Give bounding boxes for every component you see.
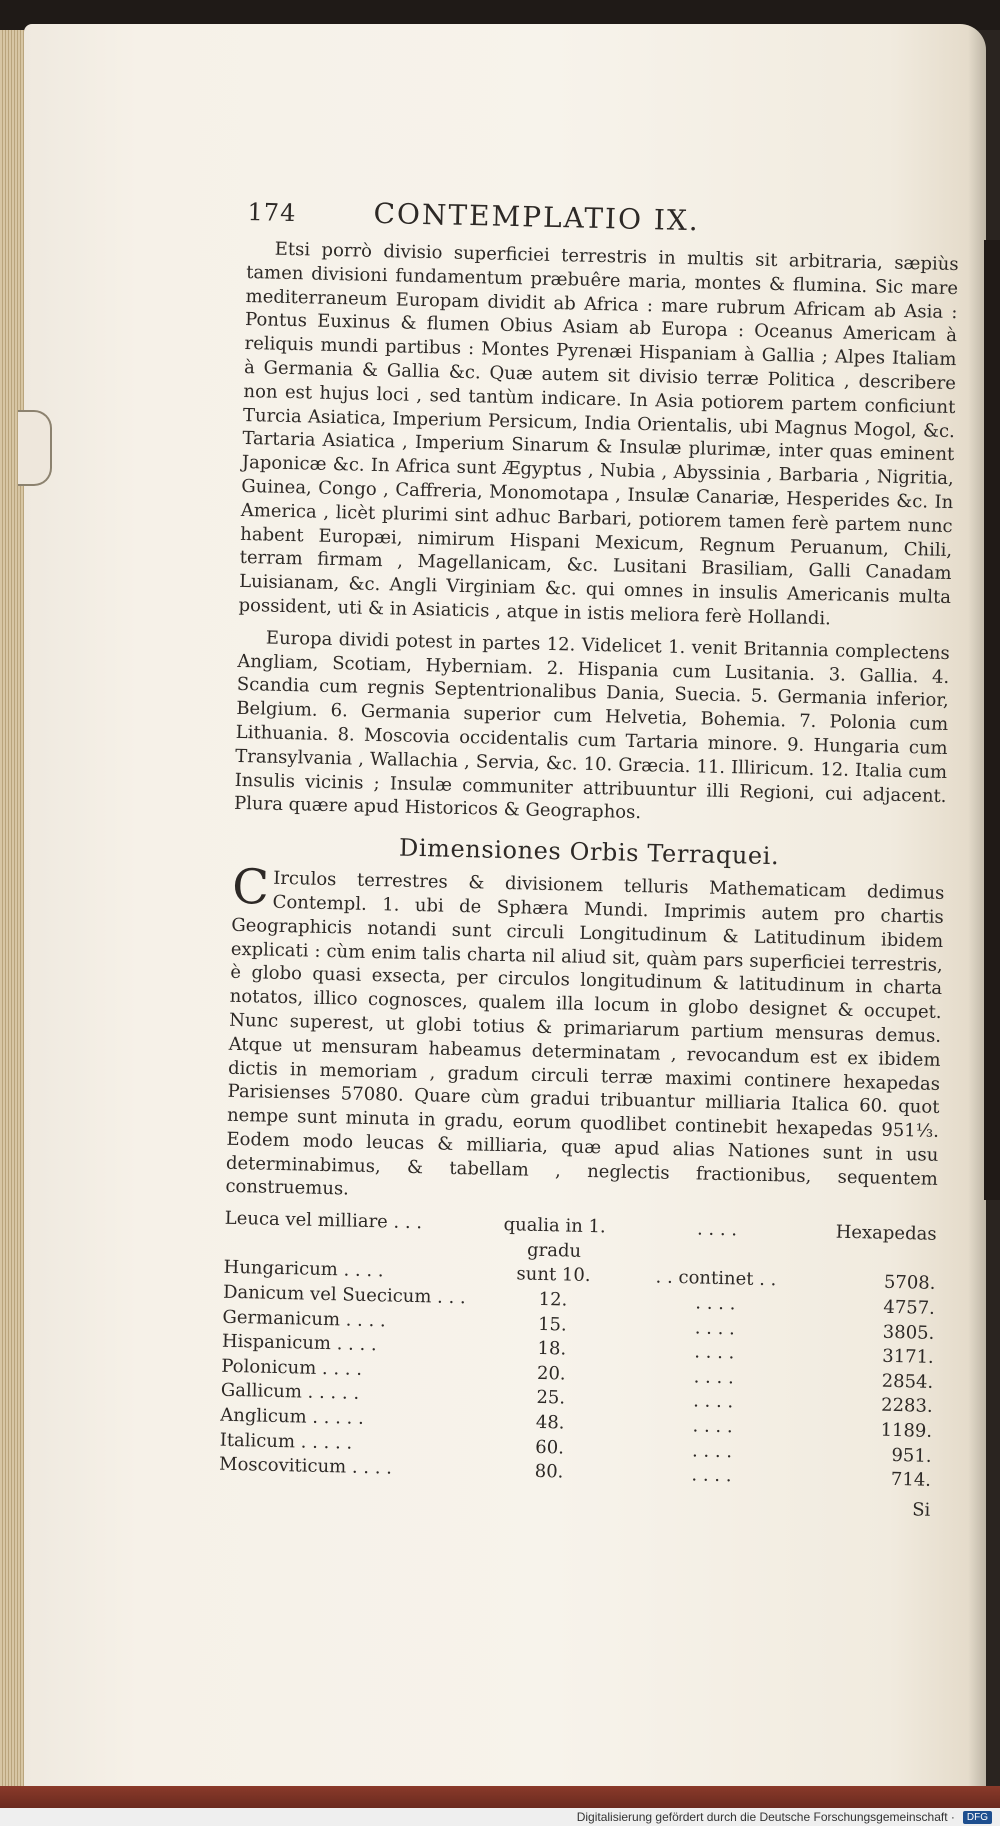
table-cell: 20. [536, 1362, 566, 1385]
table-cell: 714. [890, 1469, 932, 1492]
dark-ribbon [984, 240, 1000, 1200]
dfg-badge: DFG [963, 1811, 992, 1824]
table-cell: 1189. [880, 1419, 933, 1442]
table-cell: . . . . [692, 1390, 734, 1413]
paragraph-1: Etsi porrò divisio superficiei terrestris in multis sit arbitraria, sæpiùs tamen divisioni fundamentum præbuêre maria, montes & flumina. Sic mare mediterraneum Europam dividit ab Africa : mare rubrum Africam ab Asia : Pontus Euxinus & flumen Obius Asiam ab Europa : Oceanus Americam à reliquis mundi partibus : Montes Pyrenæi Hispaniam à Gallia ; Alpes Italiam à Germania & Gallia &c. Quæ autem sit divisio terræ Politica , describere non est hujus loci , sed tantùm indicare. In Asia potiorem partem conficiunt Turcia Asiatica, Imperium Persicum, India Orientalis, ubi Magnus Mogol, &c. Tartaria Asiatica , Imperium Sinarum & Insulæ plurimæ, inter quas eminent Japonicæ &c. In Africa sunt Ægyptus , Nubia , Abyssinia , Barbaria , Nigritia, Guinea, Congo , Caffreria, Monomotapa , Insulæ Canariæ, Hesperides &c. In America , licèt plurimi sint adhuc Barbari, potiorem tamen ferè partem nunc habent Europæi, nimirum Hispani Mexicum, Regnum Peruanum, Chili, terram firmam , Magellanicam, &c. Lusitani Brasiliam, Galli Canadam Luisianam, &c. Angli Virginiam &c. qui omnes in insulis Americanis multa possident, uti & in Asiaticis , atque in istis meliora ferè Hollandi. [238, 238, 959, 630]
paragraph-3 [225, 858, 945, 1215]
table-cell: 2854. [881, 1370, 934, 1393]
table-cell: Germanicum . . . . [222, 1306, 387, 1332]
table-cell: . . . . [694, 1317, 736, 1339]
digitization-footer [0, 1808, 1000, 1826]
table-cell: 60. [535, 1436, 565, 1459]
table-cell: 18. [537, 1338, 567, 1360]
drop-cap: C [231, 858, 270, 916]
page-stack-edge [0, 30, 25, 1802]
page-text [218, 194, 960, 1521]
footer-text: Digitalisierung gefördert durch die Deutsche Forschungsgemeinschaft · [576, 1810, 955, 1824]
table-cell: 3805. [882, 1321, 935, 1344]
table-cell: Hispanicum . . . . [221, 1330, 377, 1356]
table-cell: Danicum vel Suecicum . . . [222, 1281, 467, 1309]
table-cell: . . . . [692, 1415, 733, 1438]
table-header-c1: Leuca vel milliare . . . [224, 1208, 423, 1234]
running-head: CONTEMPLATIO IX. [373, 196, 701, 238]
table-cell: . . . . [694, 1341, 735, 1364]
table-cell: 2283. [880, 1395, 933, 1418]
table-cell: 25. [536, 1387, 566, 1409]
section-title: Dimensiones Orbis Terraquei. [398, 833, 780, 871]
table-header-c3: . . . . [696, 1218, 738, 1241]
table-cell: 48. [535, 1411, 565, 1434]
table-cell: 5708. [883, 1272, 936, 1295]
table-header-c2: qualia in 1. gradu [503, 1214, 606, 1262]
table-cell: . . continet . . [655, 1266, 777, 1291]
table-cell: 3171. [882, 1345, 935, 1369]
table-cell: . . . . [691, 1440, 733, 1462]
page-number: 174 [247, 197, 297, 228]
table-cell: 12. [538, 1288, 568, 1311]
table-cell: Hungaricum . . . . [223, 1257, 384, 1282]
clip-tab-icon [18, 410, 52, 486]
paragraph-2: Europa dividi potest in partes 12. Videlicet 1. venit Britannia complectens Angliam, Scotiam, Hyberniam. 2. Hispania cum Lusitania. 3. Gallia. 4. Scandia cum regnis Septentrionalibus Dania, Suecia. 5. Germania inferior, Belgium. 6. Germania superior cum Helvetia, Bohemia. 7. Polonia cum Lithuania. 8. Moscovia occidentalis cum Tartaria minore. 9. Hungaria cum Transylvania , Wallachia , Servia, &c. 10. Græcia. 11. Illiricum. 12. Italia cum Insulis vicinis ; Insulæ communiter attribuuntur illi Regioni, cui adjacent. Plura quære apud Historicos & Geographos. [233, 627, 950, 824]
table-cell: Italicum . . . . . [219, 1429, 353, 1454]
table-cell: 80. [534, 1461, 564, 1483]
table-cell: . . . . [693, 1366, 735, 1389]
table-cell: 15. [537, 1313, 567, 1336]
book-bottom-edge [0, 1786, 1000, 1808]
table-cell: . . . . [695, 1292, 736, 1315]
measure-table [219, 1207, 937, 1494]
table-cell: Anglicum . . . . . [220, 1404, 365, 1429]
table-cell: . . . . [691, 1464, 732, 1487]
paragraph-3-text: Irculos terrestres & divisionem telluris Mathematicam dedimus Contempl. 1. ubi de Sphæra Mundi. Imprimis autem pro chartis Geographicis notandi sunt circuli Longitudinum & Latitudinum ibidem explicati : cùm enim talis charta nil aliud sit, quàm pars superficiei terrestris, è globo quasi exsecta, per circulos longitudinum & latitudinum in charta notatos, illico cognosces, qualem illa locum in globo designet & occupet. Nunc superest, ut globi totius & primariarum partium mensuras demus. Atque ut mensuram habeamus determinatam , revocandum est ex ibidem dictis in memoriam , gradum circuli terræ maximi continere hexapedas Parisienses 57080. Quare cùm gradui tribuantur milliaria Italica 60. quot nempe sunt minuta in gradu, eorum quodlibet continebit hexapedas 951⅓. Eodem modo leucas & milliaria, quæ apud alias Nationes sunt in usu determinabimus, & tabellam , neglectis fractionibus, sequentem construemus. [225, 867, 945, 1201]
catchword: Si [911, 1499, 931, 1521]
table-header-c4: Hexapedas [835, 1221, 937, 1246]
table-cell: 4757. [883, 1296, 936, 1319]
table-cell: Polonicum . . . . [221, 1355, 363, 1380]
table-cell: Gallicum . . . . . [220, 1380, 360, 1405]
table-cell: 951. [891, 1444, 932, 1467]
table-cell: Moscoviticum . . . . [218, 1453, 393, 1479]
table-cell: sunt 10. [516, 1263, 591, 1287]
